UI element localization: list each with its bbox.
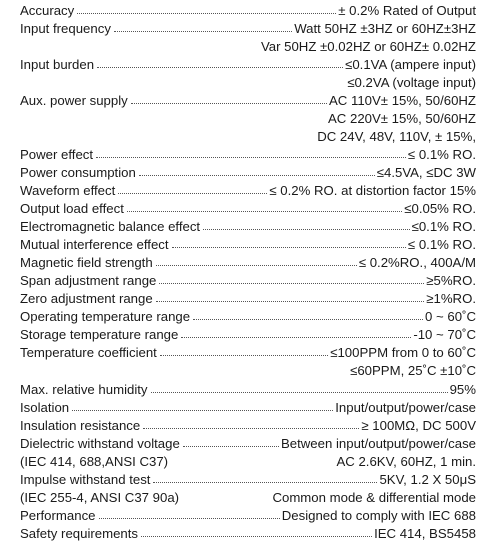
spec-value: ≤ 0.2%RO., 400A/M xyxy=(358,255,476,270)
spec-value: ≥5%RO. xyxy=(426,273,476,288)
spec-value: ≤0.05% RO. xyxy=(404,201,476,216)
spec-value: AC 110V± 15%, 50/60HZ xyxy=(328,93,476,108)
spec-value: ≤ 0.1% RO. xyxy=(407,237,476,252)
spec-value-continuation: DC 24V, 48V, 110V, ± 15%, xyxy=(317,129,476,144)
dotted-leader xyxy=(193,319,423,320)
spec-label: Isolation xyxy=(20,400,70,415)
spec-value: ≤0.1VA (ampere input) xyxy=(345,57,476,72)
spec-label: Input burden xyxy=(20,57,95,72)
spec-row-performance xyxy=(20,507,476,525)
spec-row-max-relative-humidity xyxy=(20,381,476,399)
spec-row-input-burden xyxy=(20,56,476,74)
spec-value: Between input/output/power/case xyxy=(280,436,476,451)
spec-value: Input/output/power/case xyxy=(335,400,476,415)
dotted-leader xyxy=(139,175,375,176)
spec-value: ≤ 0.2% RO. at distortion factor 15% xyxy=(269,183,476,198)
spec-label: Insulation resistance xyxy=(20,418,141,433)
dotted-leader xyxy=(183,446,279,447)
spec-row-zero-adjustment-range xyxy=(20,290,476,308)
spec-row-magnetic-field-strength xyxy=(20,254,476,272)
spec-row-aux-power-supply xyxy=(20,92,476,110)
spec-label: Electromagnetic balance effect xyxy=(20,219,201,234)
spec-value-continuation: Var 50HZ ±0.02HZ or 60HZ± 0.02HZ xyxy=(260,39,476,54)
spec-label: Waveform effect xyxy=(20,183,116,198)
dotted-leader xyxy=(141,536,372,537)
dotted-leader xyxy=(159,283,424,284)
spec-label: Impulse withstand test xyxy=(20,472,151,487)
spec-value: 0 ~ 60˚C xyxy=(425,309,476,324)
spec-row-impulse-withstand-test xyxy=(20,471,476,489)
spec-row-storage-temperature-range xyxy=(20,326,476,344)
spec-label: Safety requirements xyxy=(20,526,139,541)
dotted-leader xyxy=(156,265,357,266)
spec-label: Power consumption xyxy=(20,165,136,180)
spec-label: Input frequency xyxy=(20,21,111,36)
dotted-leader xyxy=(99,518,280,519)
spec-value-continuation: ≤0.2VA (voltage input) xyxy=(347,75,476,90)
spec-value: Designed to comply with IEC 688 xyxy=(281,508,476,523)
dotted-leader xyxy=(181,337,411,338)
dotted-leader xyxy=(151,392,448,393)
spec-row-dielectric-withstand-voltage xyxy=(20,435,476,453)
spec-value: Watt 50HZ ±3HZ or 60HZ±3HZ xyxy=(294,21,476,36)
spec-standard-note: (IEC 414, 688,ANSI C37) xyxy=(20,454,169,469)
spec-value: ≤4.5VA, ≤DC 3W xyxy=(376,165,476,180)
spec-value-continuation: Common mode & differential mode xyxy=(272,490,476,505)
spec-value: ≥1%RO. xyxy=(426,291,476,306)
spec-value: ± 0.2% Rated of Output xyxy=(338,3,476,18)
spec-row-power-effect xyxy=(20,146,476,164)
spec-value-continuation: AC 220V± 15%, 50/60HZ xyxy=(328,111,476,126)
spec-value: ≥ 100MΩ, DC 500V xyxy=(361,418,476,433)
dotted-leader xyxy=(97,67,343,68)
spec-label: Mutual interference effect xyxy=(20,237,169,252)
spec-row-safety-requirements xyxy=(20,525,476,543)
spec-row-power-consumption xyxy=(20,164,476,182)
dotted-leader xyxy=(172,247,406,248)
dotted-leader xyxy=(153,482,377,483)
spec-value: ≤0.1% RO. xyxy=(411,219,476,234)
spec-row-span-adjustment-range xyxy=(20,272,476,290)
spec-row-mutual-interference-effect xyxy=(20,236,476,254)
spec-label: Accuracy xyxy=(20,3,75,18)
spec-label: Magnetic field strength xyxy=(20,255,153,270)
spec-label: Zero adjustment range xyxy=(20,291,153,306)
spec-row-waveform-effect xyxy=(20,182,476,200)
spec-label: Span adjustment range xyxy=(20,273,157,288)
dotted-leader xyxy=(72,410,333,411)
spec-label: Performance xyxy=(20,508,96,523)
spec-label: Max. relative humidity xyxy=(20,382,148,397)
dotted-leader xyxy=(118,193,267,194)
dotted-leader xyxy=(143,428,359,429)
spec-label: Dielectric withstand voltage xyxy=(20,436,180,451)
spec-label: Storage temperature range xyxy=(20,327,179,342)
spec-row-accuracy xyxy=(20,2,476,20)
spec-label: Operating temperature range xyxy=(20,309,191,324)
spec-row-input-frequency xyxy=(20,20,476,38)
spec-row-insulation-resistance xyxy=(20,417,476,435)
dotted-leader xyxy=(203,229,410,230)
dotted-leader xyxy=(96,157,406,158)
dotted-leader xyxy=(114,31,292,32)
spec-row-temperature-coefficient xyxy=(20,344,476,362)
spec-row-isolation xyxy=(20,399,476,417)
dotted-leader xyxy=(131,103,327,104)
spec-row-electromagnetic-balance-effect xyxy=(20,218,476,236)
spec-standard-note: (IEC 255-4, ANSI C37 90a) xyxy=(20,490,180,505)
spec-label: Aux. power supply xyxy=(20,93,128,108)
dotted-leader xyxy=(160,355,328,356)
spec-row-operating-temperature-range xyxy=(20,308,476,326)
spec-value-continuation: ≤60PPM, 25˚C ±10˚C xyxy=(350,363,476,378)
spec-label: Output load effect xyxy=(20,201,124,216)
spec-label: Power effect xyxy=(20,147,94,162)
dotted-leader xyxy=(77,13,336,14)
spec-value: -10 ~ 70˚C xyxy=(413,327,476,342)
dotted-leader xyxy=(156,301,425,302)
spec-value: IEC 414, BS5458 xyxy=(374,526,476,541)
spec-value: ≤ 0.1% RO. xyxy=(407,147,476,162)
spec-value-continuation: AC 2.6KV, 60HZ, 1 min. xyxy=(336,454,476,469)
spec-value: ≤100PPM from 0 to 60˚C xyxy=(330,345,476,360)
spec-value: 5KV, 1.2 X 50μS xyxy=(379,472,476,487)
spec-label: Temperature coefficient xyxy=(20,345,157,360)
spec-row-output-load-effect xyxy=(20,200,476,218)
dotted-leader xyxy=(127,211,402,212)
spec-value: 95% xyxy=(449,382,476,397)
